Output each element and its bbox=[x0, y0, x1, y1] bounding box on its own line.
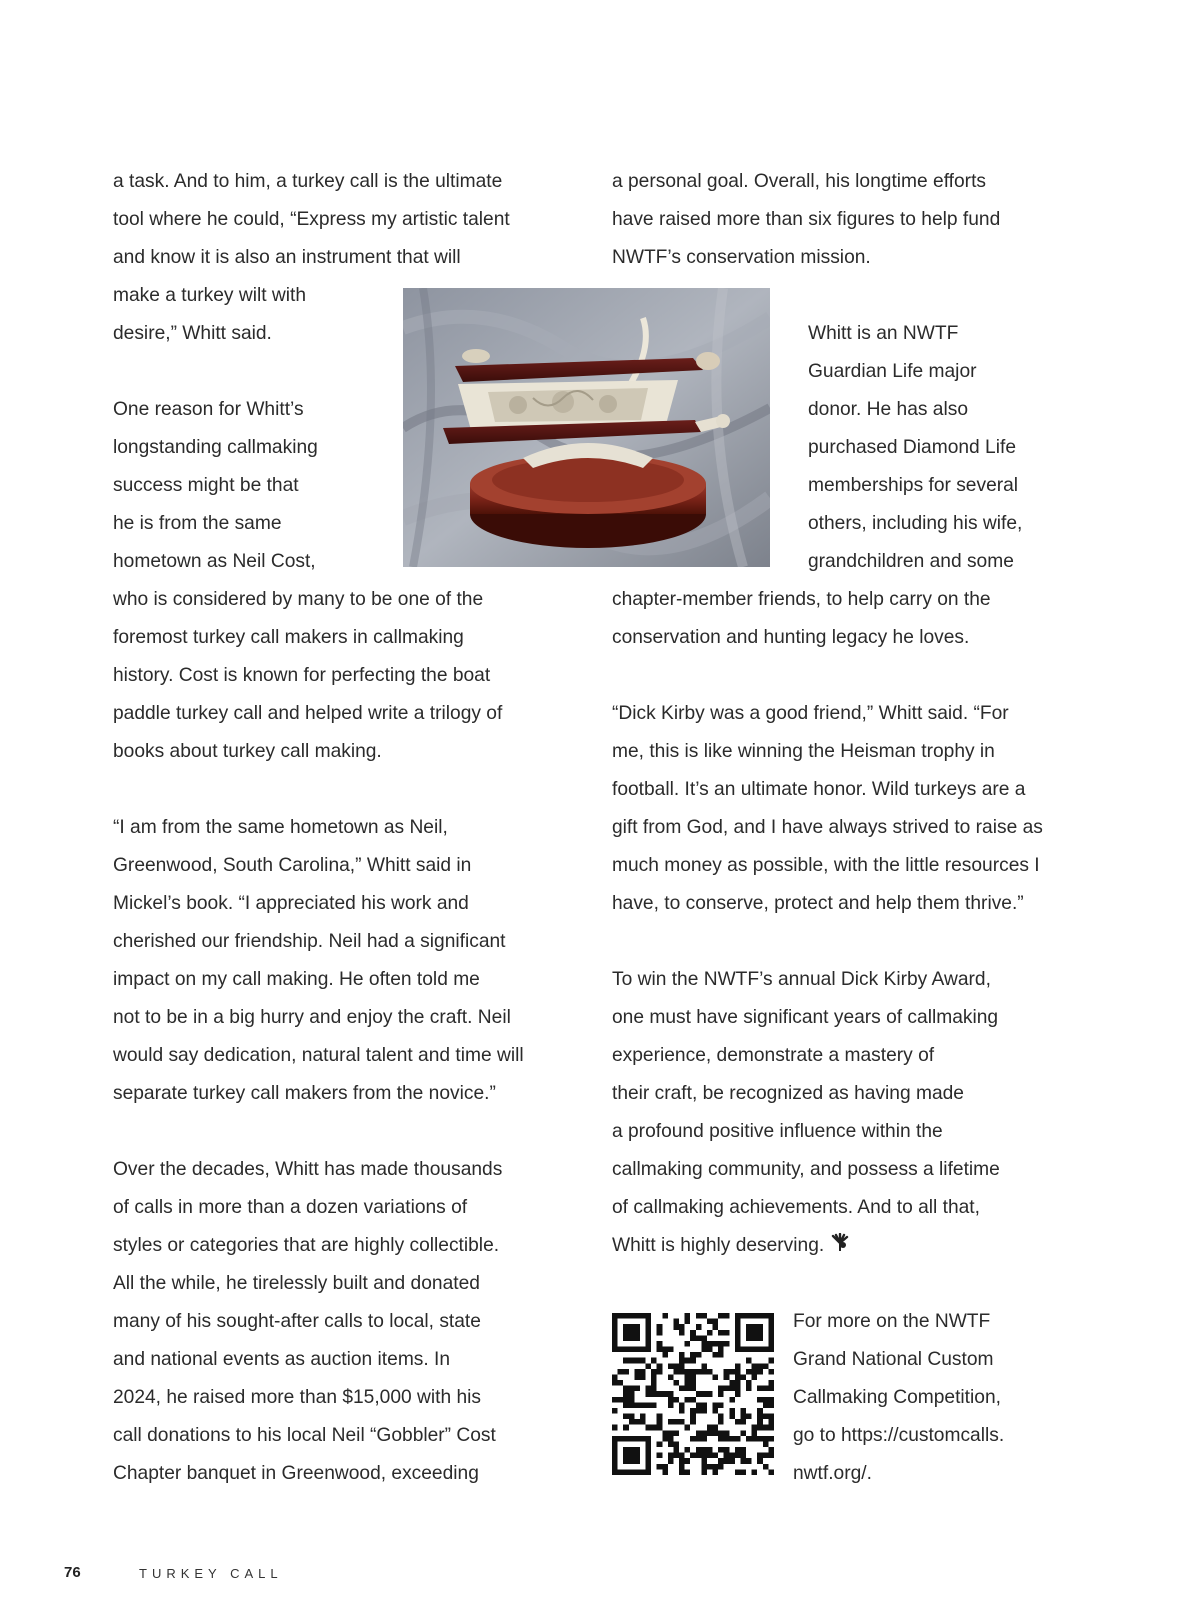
text-line: Callmaking Competition, bbox=[793, 1387, 1001, 1408]
text-line: tool where he could, “Express my artistic talent bbox=[113, 209, 510, 230]
text-line: impact on my call making. He often told me bbox=[113, 969, 480, 990]
text-line: experience, demonstrate a mastery of bbox=[612, 1045, 935, 1066]
turkey-call-trophy-photo bbox=[403, 288, 770, 567]
text-line: history. Cost is known for perfecting the boat bbox=[113, 665, 491, 686]
text-line: foremost turkey call makers in callmaking bbox=[113, 627, 464, 648]
text-line: and know it is also an instrument that will bbox=[113, 247, 461, 268]
text-line: “I am from the same hometown as Neil, bbox=[113, 817, 448, 838]
text-line: Greenwood, South Carolina,” Whitt said in bbox=[113, 855, 472, 876]
text-line: donor. He has also bbox=[808, 399, 969, 420]
text-line: one must have significant years of callmaking bbox=[612, 1007, 999, 1028]
text-line: and national events as auction items. In bbox=[113, 1349, 451, 1370]
text-line: One reason for Whitt’s bbox=[113, 399, 304, 420]
text-line: would say dedication, natural talent and time will bbox=[113, 1045, 524, 1066]
text-line: Mickel’s book. “I appreciated his work and bbox=[113, 893, 469, 914]
text-line: conservation and hunting legacy he loves. bbox=[612, 627, 970, 648]
text-line: me, this is like winning the Heisman trophy in bbox=[612, 741, 995, 762]
text-line-final-text: Whitt is highly deserving. bbox=[612, 1235, 825, 1256]
text-line: their craft, be recognized as having made bbox=[612, 1083, 964, 1104]
text-line: have, to conserve, protect and help them thrive.” bbox=[612, 893, 1024, 914]
text-line: “Dick Kirby was a good friend,” Whitt said. “For bbox=[612, 703, 1009, 724]
text-line: gift from God, and I have always strived to raise as bbox=[612, 817, 1043, 838]
turkey-end-mark-icon bbox=[830, 1233, 850, 1253]
trophy-photo-graphic bbox=[403, 288, 770, 567]
text-line: football. It’s an ultimate honor. Wild turkeys are a bbox=[612, 779, 1026, 800]
text-line: Grand National Custom bbox=[793, 1349, 994, 1370]
text-line: of calls in more than a dozen variations of bbox=[113, 1197, 468, 1218]
text-line: purchased Diamond Life bbox=[808, 437, 1016, 458]
text-line: books about turkey call making. bbox=[113, 741, 382, 762]
text-line: desire,” Whitt said. bbox=[113, 323, 272, 344]
text-line: he is from the same bbox=[113, 513, 282, 534]
text-line: chapter-member friends, to help carry on the bbox=[612, 589, 991, 610]
text-line: separate turkey call makers from the novice.” bbox=[113, 1083, 496, 1104]
text-line[interactable]: go to https://customcalls. bbox=[793, 1425, 1005, 1446]
text-line: who is considered by many to be one of the bbox=[113, 589, 484, 610]
text-line: make a turkey wilt with bbox=[113, 285, 306, 306]
text-line: a personal goal. Overall, his longtime efforts bbox=[612, 171, 986, 192]
text-line: Guardian Life major bbox=[808, 361, 977, 382]
text-line: paddle turkey call and helped write a trilogy of bbox=[113, 703, 503, 724]
text-line: Chapter banquet in Greenwood, exceeding bbox=[113, 1463, 479, 1484]
text-line: others, including his wife, bbox=[808, 513, 1023, 534]
qr-code[interactable] bbox=[612, 1313, 774, 1475]
text-line: styles or categories that are highly collectible. bbox=[113, 1235, 500, 1256]
text-line: a task. And to him, a turkey call is the ultimate bbox=[113, 171, 503, 192]
text-line-final bbox=[612, 1227, 850, 1265]
text-line: many of his sought-after calls to local, state bbox=[113, 1311, 481, 1332]
text-line: memberships for several bbox=[808, 475, 1019, 496]
text-line: hometown as Neil Cost, bbox=[113, 551, 316, 572]
text-line: All the while, he tirelessly built and donated bbox=[113, 1273, 480, 1294]
page-number: 76 bbox=[64, 1564, 81, 1581]
text-line: call donations to his local Neil “Gobbler” Cost bbox=[113, 1425, 496, 1446]
text-line: longstanding callmaking bbox=[113, 437, 318, 458]
text-line: grandchildren and some bbox=[808, 551, 1014, 572]
text-line: 2024, he raised more than $15,000 with his bbox=[113, 1387, 482, 1408]
text-line[interactable]: nwtf.org/. bbox=[793, 1463, 872, 1484]
text-line: have raised more than six figures to help fund bbox=[612, 209, 1001, 230]
text-line: not to be in a big hurry and enjoy the craft. Neil bbox=[113, 1007, 511, 1028]
text-line: of callmaking achievements. And to all that, bbox=[612, 1197, 980, 1218]
text-line: NWTF’s conservation mission. bbox=[612, 247, 871, 268]
text-line: success might be that bbox=[113, 475, 299, 496]
text-line: Whitt is an NWTF bbox=[808, 323, 959, 344]
text-line: much money as possible, with the little resources I bbox=[612, 855, 1040, 876]
magazine-name: TURKEY CALL bbox=[139, 1566, 283, 1581]
text-line: cherished our friendship. Neil had a significant bbox=[113, 931, 506, 952]
text-line: a profound positive influence within the bbox=[612, 1121, 943, 1142]
text-line: Over the decades, Whitt has made thousands bbox=[113, 1159, 503, 1180]
text-line: For more on the NWTF bbox=[793, 1311, 991, 1332]
text-line: To win the NWTF’s annual Dick Kirby Award, bbox=[612, 969, 991, 990]
text-line: callmaking community, and possess a lifetime bbox=[612, 1159, 1000, 1180]
